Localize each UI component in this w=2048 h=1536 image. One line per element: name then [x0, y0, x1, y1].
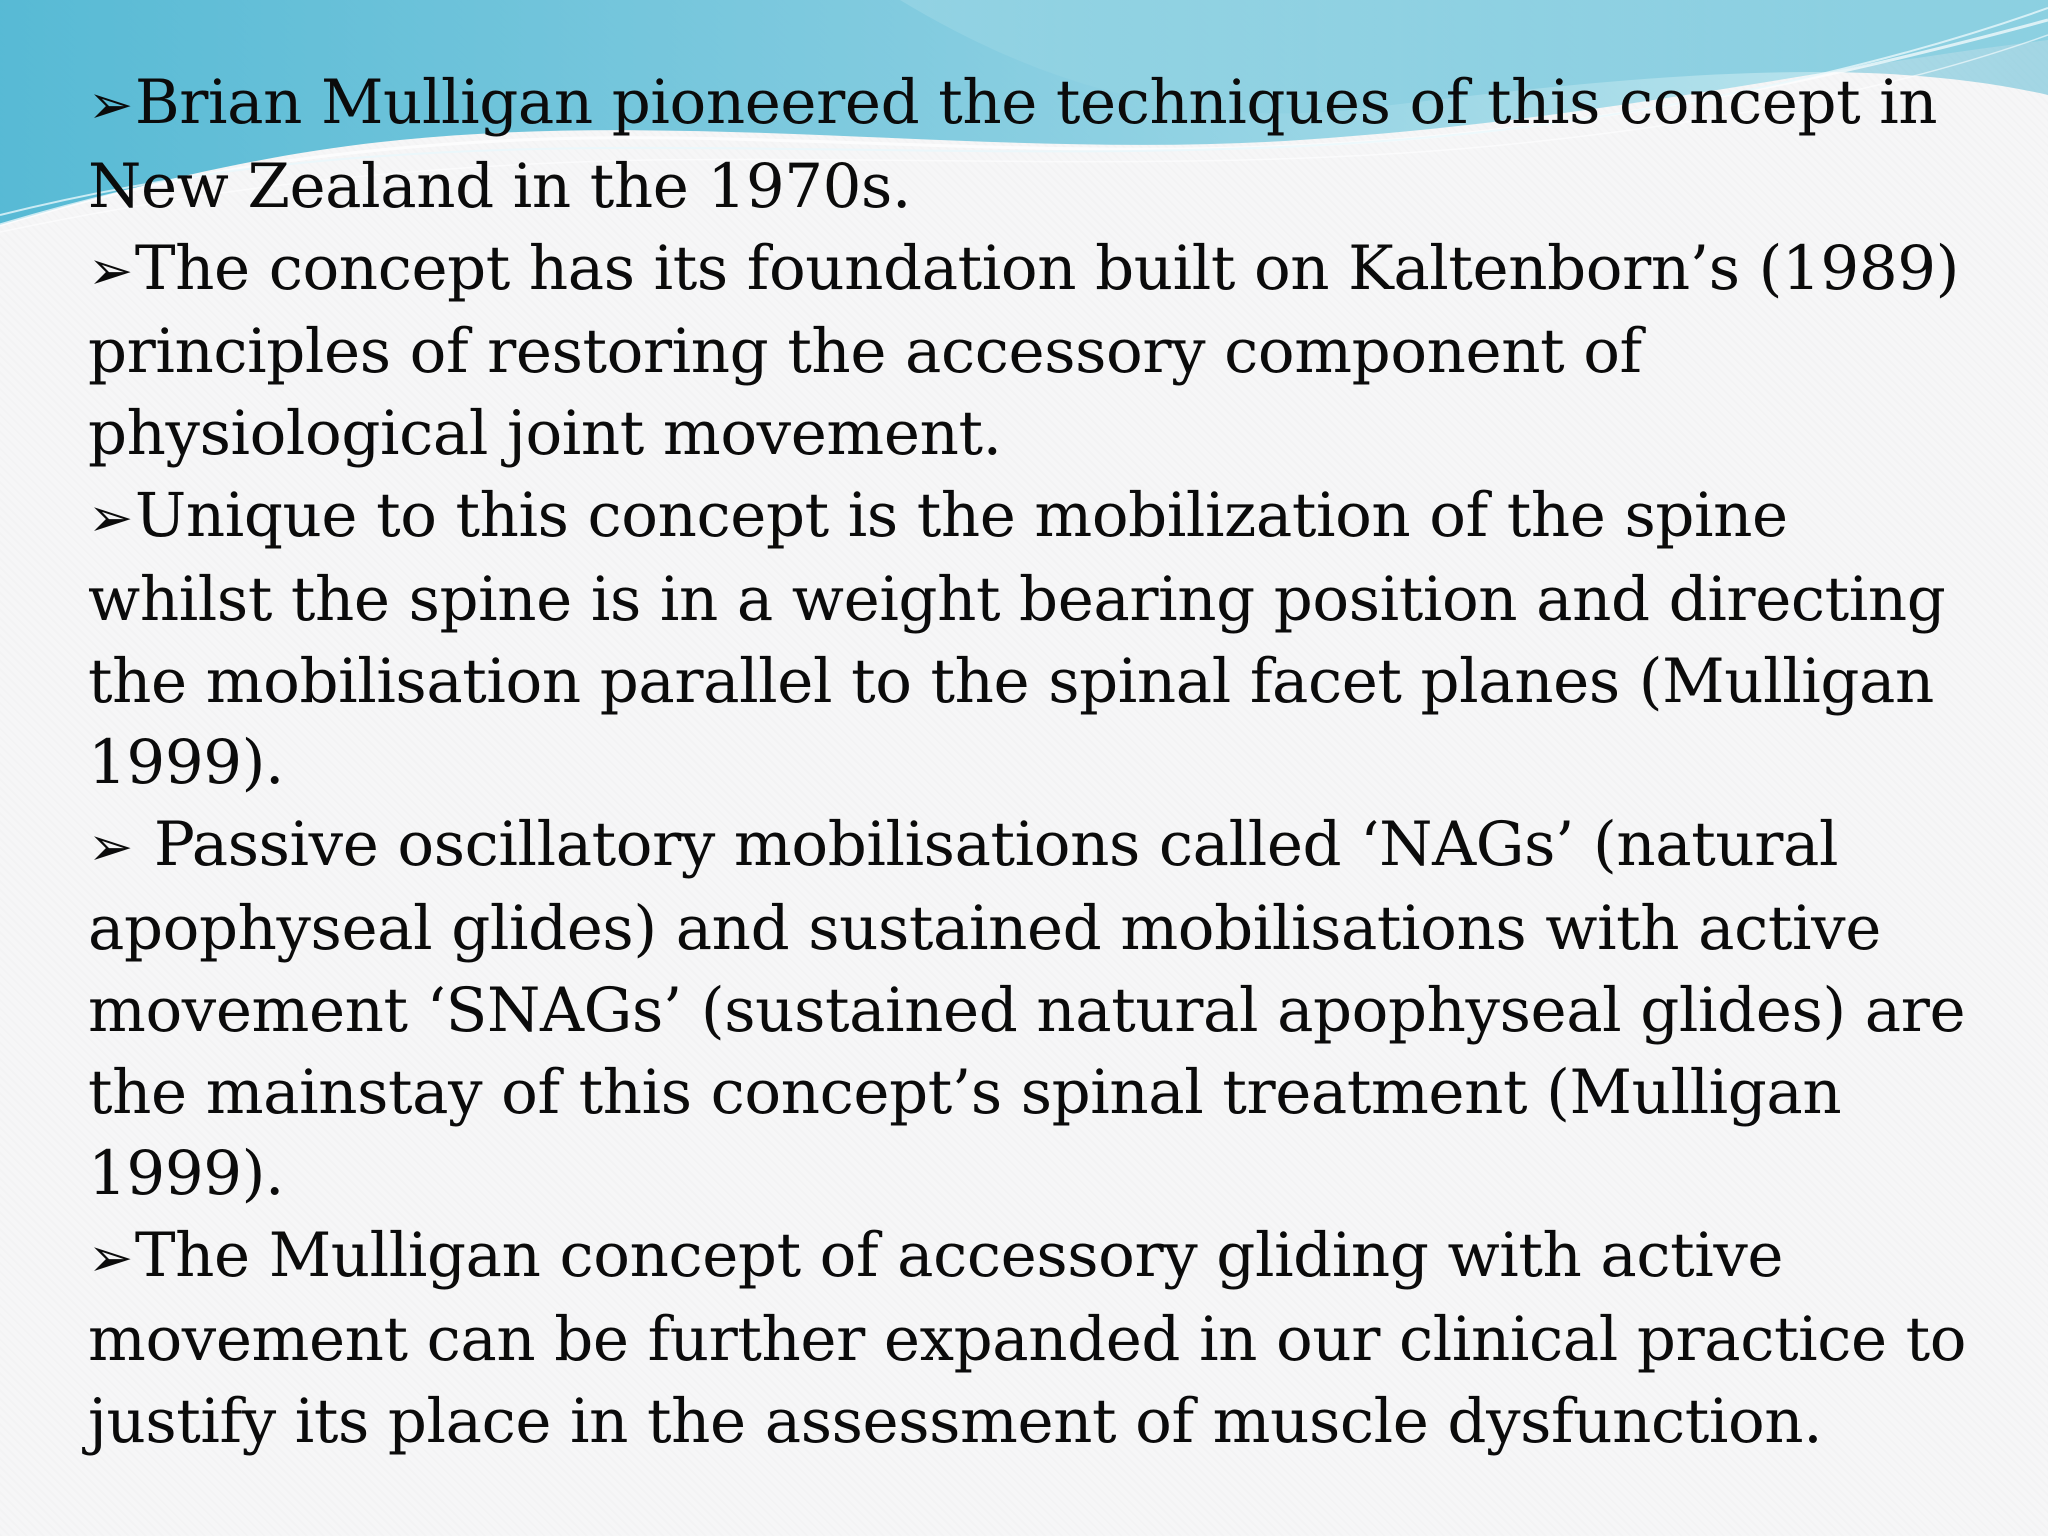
bullet-item	[88, 62, 1988, 228]
bullet-item	[88, 804, 1988, 1215]
bullet-text: Passive oscillatory mobilisations called ‘NAGs’ (natural apophyseal glides) and sustained mobilisations with active movement ‘SNAGs’ (sustained natural apophyseal glides) are the mainstay of this concept’s spinal treatment (Mulligan 1999).	[88, 809, 1966, 1210]
bullet-text: The Mulligan concept of accessory gliding with active movement can be further expanded in our clinical practice to justify its place in the assessment of muscle dysfunction.	[88, 1220, 1967, 1457]
bullet-item	[88, 228, 1988, 475]
bullet-item	[88, 1215, 1988, 1462]
arrow-bullet-icon: ➢	[88, 238, 133, 302]
bullet-text: Unique to this concept is the mobilization of the spine whilst the spine is in a weight bearing position and directing the mobilisation parallel to the spinal facet planes (Mulligan 1999).	[88, 479, 1946, 799]
arrow-bullet-icon: ➢	[88, 815, 133, 879]
bullet-text: Brian Mulligan pioneered the techniques of this concept in New Zealand in the 1970s.	[88, 67, 1938, 222]
bullet-item	[88, 475, 1988, 804]
bullet-text: The concept has its foundation built on Kaltenborn’s (1989) principles of restoring the accessory component of physiological joint movement.	[88, 232, 1960, 470]
bullet-list	[88, 62, 1988, 1463]
arrow-bullet-icon: ➢	[88, 1226, 133, 1290]
arrow-bullet-icon: ➢	[88, 73, 133, 136]
arrow-bullet-icon: ➢	[88, 485, 133, 549]
